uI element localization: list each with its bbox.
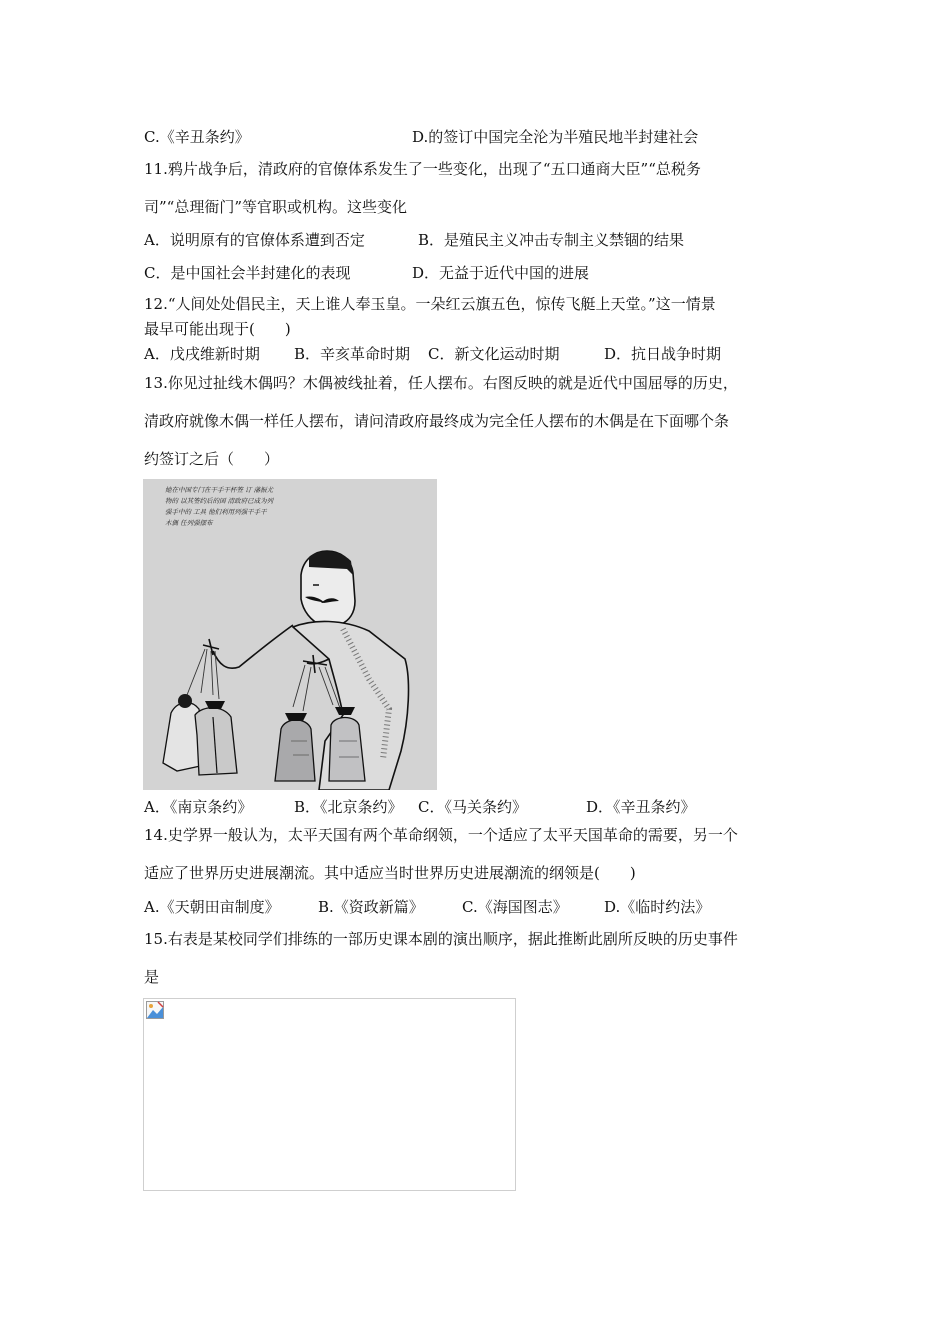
- q12-stem-line-1: 12.“人间处处倡民主，天上谁人奉玉皇。一朵红云旗五色，惊传飞艇上天堂。”这一情景: [144, 295, 716, 313]
- q13-option-d: D．《辛丑条约》: [586, 798, 696, 816]
- q14-option-a: A.《天朝田亩制度》: [144, 898, 280, 916]
- q11-option-d: D．无益于近代中国的进展: [412, 264, 590, 282]
- q12-option-a: A．戊戌维新时期: [144, 345, 260, 363]
- q15-stem-line-2: 是: [144, 968, 160, 986]
- q14-stem-line-2: 适应了世界历史进展潮流。其中适应当时世界历史进展潮流的纲领是( ): [144, 864, 636, 882]
- q14-option-d: D.《临时约法》: [604, 898, 711, 916]
- q13-option-a: A．《南京条约》: [144, 798, 253, 816]
- missing-table-image: [143, 998, 516, 1191]
- q13-option-c: C．《马关条约》: [418, 798, 527, 816]
- q14-stem-line-1: 14.史学界一般认为，太平天国有两个革命纲领，一个适应了太平天国革命的需要，另一个: [144, 826, 738, 844]
- q11-option-a: A．说明原有的官僚体系遭到否定: [144, 231, 365, 249]
- q12-option-c: C．新文化运动时期: [428, 345, 560, 363]
- q15-stem-line-1: 15.右表是某校同学们排练的一部历史课本剧的演出顺序，据此推断此剧所反映的历史事件: [144, 930, 738, 948]
- q10-option-d: D.的签订中国完全沦为半殖民地半封建社会: [412, 128, 699, 146]
- q12-option-d: D．抗日战争时期: [604, 345, 722, 363]
- q10-option-c: C.《辛丑条约》: [144, 128, 250, 146]
- q11-stem-line-1: 11.鸦片战争后，清政府的官僚体系发生了一些变化，出现了“五口通商大臣”“总税务: [144, 160, 701, 178]
- q11-option-c: C．是中国社会半封建化的表现: [144, 264, 351, 282]
- puppet-cartoon-image: [143, 479, 437, 790]
- q12-stem-line-2: 最早可能出现于( ): [144, 320, 291, 338]
- q14-option-c: C.《海国图志》: [462, 898, 568, 916]
- q11-stem-line-2: 司”“总理衙门”等官职或机构。这些变化: [144, 198, 408, 216]
- q13-stem-line-1: 13.你见过扯线木偶吗？木偶被线扯着，任人摆布。右图反映的就是近代中国屈辱的历史，: [144, 374, 738, 392]
- cartoon-handwritten-caption: 她在中国专门在干手干杯签 订 藩振尤物的 以其签约后的国 清政府已成为列强手中的 工具 他们利用列强干手干 木偶 任列强摆布: [165, 486, 274, 527]
- q11-option-b: B．是殖民主义冲击专制主义禁锢的结果: [418, 231, 685, 249]
- q12-option-b: B．辛亥革命时期: [294, 345, 411, 363]
- q13-stem-line-3: 约签订之后（ ）: [144, 450, 280, 468]
- q13-option-b: B．《北京条约》: [294, 798, 403, 816]
- q13-stem-line-2: 清政府就像木偶一样任人摆布，请问清政府最终成为完全任人摆布的木偶是在下面哪个条: [144, 412, 730, 430]
- broken-image-icon: [146, 1001, 164, 1019]
- q14-option-b: B.《资政新篇》: [318, 898, 424, 916]
